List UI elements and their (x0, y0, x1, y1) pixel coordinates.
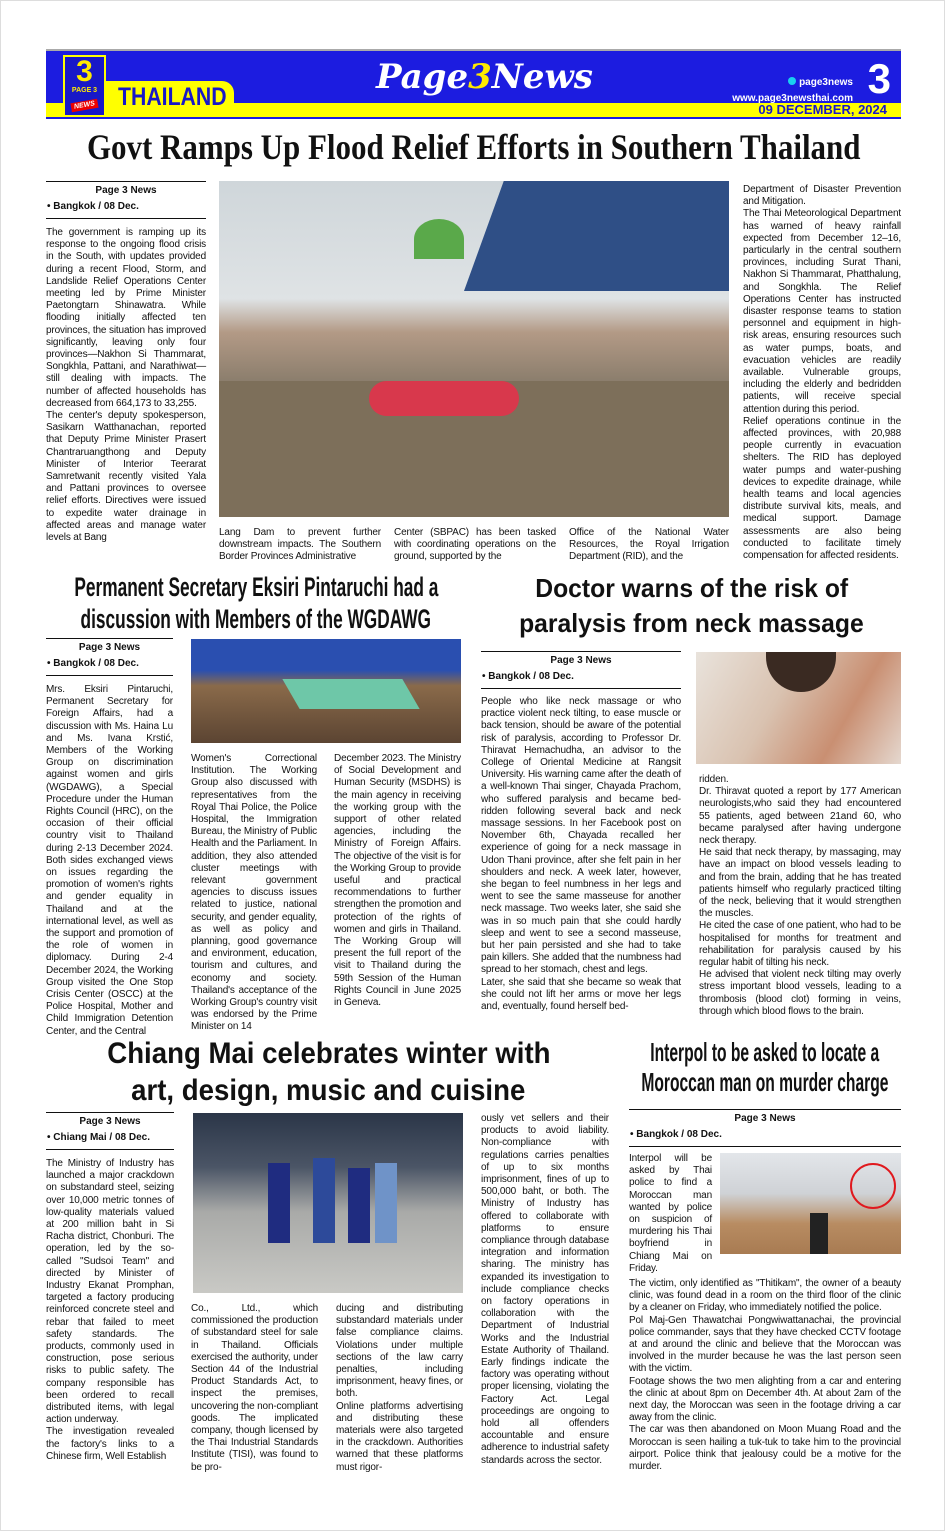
suspect-highlight-circle (850, 1163, 896, 1209)
social-handle: page3news (799, 77, 853, 88)
article-column (481, 696, 681, 1036)
paragraph: Department of Disaster Prevention and Mitigation. (743, 184, 901, 208)
article-column (743, 184, 901, 566)
headline-row (626, 1037, 904, 1067)
paragraph: Relief operations continue in the affected provinces, with 20,988 people currently in evacuation shelters. The RID has deployed water pumps and water-pushing devices to expedite drainage, while health teams and local agencies distribute survival kits, meals, and medical support. Damage assessments are also being conducted to facilitate timely compensation for affected residents. (743, 415, 901, 562)
article-column (629, 1278, 901, 1478)
rescue-boat (369, 381, 519, 416)
byline-dateline: • Bangkok / 08 Dec. (47, 658, 139, 669)
article-column (336, 1303, 463, 1483)
meeting-photo (191, 639, 461, 743)
headline-row (46, 603, 466, 635)
conference-table (282, 679, 419, 709)
paragraph: The Ministry of Industry has launched a major crackdown on substandard steel, seizing over 10,000 metric tonnes of low-quality materials valued at 200 million baht in Si Racha district, Chonburi. The operation, led by the so-called "Sudsoi Team" and directed by Minister of Industry Ekanat Promphan, targeted a factory producing reinforced concrete steel and rebar that failed to meet safety standards. The products, commonly used in construction, pose serious risks to public safety. The company responsible has been ordered to recall distributed items, with legal action underway. (46, 1158, 174, 1426)
article-column: Mrs. Eksiri Pintaruchi, Permanent Secretary for Foreign Affairs, had a discussion with Ms. Haina Lu and Ms. Ivana Krstić, Members of the Working Group on discrimination against women and girls (WGDAWG), a Special Procedure under the Human Rights Council (HRC), on the occasion of their official country visit to Thailand during 2-13 December 2024. Both sides exchanged views on issues regarding the promotion of women's rights and gender equality in Thailand and at the international level, as well as the support and promotion of the role of women in diplomacy. During 2-4 December 2024, the Working Group visited the One Stop Crisis Center (OSCC) at the Police Hospital, Mother and Child Immigration Detention Center, and the Central (46, 684, 173, 1037)
article-column: Co., Ltd., which commissioned the production of substandard steel for sale in Thailand. Officials exercised the authority, under Section 44 of the Industrial Product Standards Act, to inspect the premises, uncovering the non-compliant goods. The implicated company, though licensed by the Thai Industrial Standards Institute (TISI), was found to be pro- (191, 1303, 318, 1473)
article-column: Women's Correctional Institution. The Working Group also discussed with representatives from the Royal Thai Police, the Police Hospital, the Immigration Bureau, the Ministry of Public Health and the Parliament. In addition, they also attended cluster meetings with relevant government agencies to discuss issues related to justice, national security, and gender equality, as well as policy and planning, good governance and environment, education, tourism and cultures, and economy and society. Thailand's acceptance of the Working Group's country visit was endorsed by the Prime Minister on 14 (191, 753, 317, 1033)
headline-line: Doctor warns of the risk of (535, 573, 848, 603)
page-number: 3 (867, 55, 891, 102)
masthead-banner (46, 49, 901, 119)
byline (46, 181, 206, 219)
byline-source: Page 3 News (78, 642, 141, 653)
byline-dateline: • Bangkok / 08 Dec. (630, 1129, 722, 1140)
mosque-dome (414, 219, 464, 259)
article-column (46, 1158, 174, 1484)
byline (629, 1109, 901, 1147)
byline-source: Page 3 News (95, 185, 157, 196)
article-column (46, 227, 206, 563)
headline-row (479, 606, 904, 641)
logo-number: 3 (76, 55, 93, 88)
paragraph: Footage shows the two men alighting from a car and entering the clinic at about 8pm on December 4th. At about 2am of the next day, the Moroccan was seen in the footage driving a car away from the clinic. (629, 1375, 901, 1424)
headline-line: Interpol to be asked to locate a (650, 1037, 880, 1067)
article-headline (479, 571, 904, 643)
lead-headline-wrap (46, 125, 901, 169)
paragraph: The investigation revealed the factory's links to a Chinese firm, Well Establish (46, 1426, 174, 1462)
lead-headline: Govt Ramps Up Flood Relief Efforts in Southern Thailand (86, 127, 861, 167)
region-label: THAILAND (118, 83, 227, 111)
article-column: Lang Dam to prevent further downstream impacts. The Southern Border Provinces Administrative (219, 527, 381, 563)
paragraph: Later, she said that she became so weak that she could not lift her arms or move her legs and, eventually, found herself bed- (481, 976, 681, 1013)
paragraph: Dr. Thiravat quoted a report by 177 American neurologists,who said they had encountered 55 patients, aged between 21and 60, who became paralysed after having undergone neck therapy. (699, 786, 901, 847)
headline-line: discussion with Members of the WGDAWG (80, 604, 432, 634)
issue-date: 09 DECEMBER, 2024 (758, 102, 887, 117)
masthead-part: News (491, 57, 593, 97)
paragraph: He advised that violent neck tilting may overly stress important blood vessels, leading to a thrombosis (blood clot) forming in veins, through which blood flows to the brain. (699, 969, 901, 1017)
paragraph: The victim, only identified as "Thitikam", the owner of a beauty clinic, was found dead in a room on the third floor of the clinic by a cleaner on Friday, who immediately notified the police. (629, 1278, 901, 1314)
paragraph: The center's deputy spokesperson, Sasikarn Watthanachan, reported that Deputy Prime Minister Prasert Chantraruangthong and Deputy Minister of Interior Teerarat Samretwanit recently visited Yala and Pattani provinces to oversee relief efforts. Directives were issued to expedite water drainage in affected areas and manage water levels at Bang (46, 410, 206, 544)
headline-row (626, 1067, 904, 1097)
paragraph: ridden. (699, 774, 729, 785)
paragraph: Online platforms advertising and distributing these materials were also targeted in the crackdown. Authorities warned that these platforms must rigor- (336, 1400, 463, 1473)
byline (481, 651, 681, 689)
website-link[interactable]: www.page3newsthai.com (732, 93, 853, 104)
paragraph: People who like neck massage or who practice violent neck tilting, to ease muscle or back tension, should be aware of the potential risk of paralysis, according to Professor Dr. Thiravat Hemachudha, an advisor to the College of Oriental Medicine at Rangsit University. His warning came after the death of a well-known Thai singer, Chayada Prachom, who suffered paralysis and became bed-ridden following several back and neck massage sessions. In her Facebook post on November 6th, Chayada recalled her experience of going for a neck massage in Udon Thani province, after she felt pain in her shoulders and neck. A week later, however, she began to feel numbness in her legs and went to see the same masseuse for another neck massage. Two weeks later, she said she was in so much pain that she could hardly sleep and went to see a second masseuse, but her pain persisted and she had to take pain killers. She added that the numbness had spread to her stomach, chest and legs. (481, 696, 681, 976)
byline-source: Page 3 News (79, 1116, 141, 1127)
paragraph: Pol Maj-Gen Thawatchai Pongwiwattanachai, the provincial police commander, says that they have checked CCTV footage at and around the clinic and believe that the Moroccan was involved in the murder because he was the last person seen with the victim. (629, 1314, 901, 1375)
hair (766, 652, 836, 692)
masthead-title (376, 57, 593, 97)
person (375, 1163, 397, 1243)
social-icon (788, 77, 796, 85)
masthead-part: Page (376, 57, 469, 97)
headline-line: Chiang Mai celebrates winter with (106, 1037, 551, 1070)
byline-source: Page 3 News (734, 1113, 796, 1124)
headline-row (46, 1072, 611, 1109)
byline-dateline: • Bangkok / 08 Dec. (482, 671, 574, 682)
article-column: Office of the National Water Resources, the Royal Irrigation Department (RID), and the (569, 527, 729, 563)
headline-line: art, design, music and cuisine (131, 1074, 526, 1107)
headline-line: paralysis from neck massage (519, 608, 864, 638)
logo-small-text: PAGE 3 (71, 87, 98, 94)
headline-line: Moroccan man on murder charge (641, 1067, 889, 1097)
article-column: Center (SBPAC) has been tasked with coordinating operations on the ground, supported by the (394, 527, 556, 563)
person (810, 1213, 828, 1254)
paragraph: He said that neck therapy, by massaging, may have an impact on blood vessels leading to and from the brain, adding that he has treated patients himself who regularly practiced tilting of the neck, believing that it would strengthen the muscles. (699, 847, 901, 920)
neck-massage-photo (696, 652, 901, 764)
headline-row (479, 571, 904, 606)
article-headline (46, 571, 466, 637)
article-headline (46, 1035, 611, 1109)
article-column: ously vet sellers and their products to avoid liability. Non-compliance with regulations carries penalties of up to six months imprisonment, fines of up to 500,000 baht, or both. The Ministry of Industry has offered to collaborate with platforms to ensure compliance through database integration and information sharing. The ministry has expanded its investigation to include compliance checks on factory operations in collaboration with the Department of Industrial Works and the Industrial Estate Authority of Thailand. Early findings indicate the factory was operating without proper licensing, violating the Factory Act. Legal proceedings are ongoing to hold all offenders accountable and ensure adherence to industrial safety standards across the sector. (481, 1113, 609, 1466)
article-column: December 2023. The Ministry of Social Development and Human Security (MSDHS) is the main agency in receiving the working group with the support of other related agencies, including the Ministry of Foreign Affairs. The objective of the visit is for the Working Group to provide useful and practical recommendations to further strengthen the promotion and protection of the rights of women and girls in Thailand. The Working Group will present the full report of the visit to Thailand during the 59th Session of the Human Rights Council in June 2025 in Geneva. (334, 753, 461, 1009)
person (268, 1163, 290, 1243)
person (348, 1168, 370, 1243)
article-column (699, 774, 901, 1036)
byline (46, 1112, 174, 1150)
paragraph: ducing and distributing substandard materials under false compliance claims. Violations under multiple sections of the law carry penalties, including imprisonment, heavy fines, or both. (336, 1303, 463, 1400)
masthead-three: 3 (468, 57, 492, 97)
flood-photo (219, 181, 729, 517)
article-column: Interpol will be asked by Thai police to find a Moroccan man wanted by police on suspicion of murdering his Thai boyfriend in Chiang Mai on Friday. (629, 1153, 712, 1274)
byline-dateline: • Chiang Mai / 08 Dec. (47, 1132, 150, 1143)
logo-news-badge: NEWS (70, 99, 98, 113)
headline-row (46, 1035, 611, 1072)
byline-source: Page 3 News (550, 655, 612, 666)
paragraph: The government is ramping up its response to the ongoing flood crisis in the South, with updates provided during a recent Flood, Storm, and Landslide Relief Operations Center meeting led by Prime Minister Paetongtarn Shinawatra. While flooding initially affected ten provinces, the situation has improved significantly, leaving only four provinces—Nakhon Si Thammarat, Songkhla, Pattani, and Narathiwat—still dealing with impacts. The number of affected households has decreased from 664,173 to 33,255. (46, 227, 206, 409)
steel-factory-photo (193, 1113, 463, 1293)
tent-canopy (464, 181, 729, 291)
byline-dateline: • Bangkok / 08 Dec. (47, 201, 139, 212)
byline (46, 638, 173, 676)
person (313, 1158, 335, 1243)
cctv-airport-photo (720, 1153, 901, 1254)
page3-logo (63, 55, 106, 117)
paragraph: He cited the case of one patient, who had to be hospitalised for months for treatment and rehabilitation for paralysis caused by his regular habit of tilting his neck. (699, 920, 901, 969)
headline-row (46, 571, 466, 603)
paragraph: The Thai Meteorological Department has warned of heavy rainfall expected from December 12–16, particularly in the central southern provinces, including Surat Thani, Nakhon Si Thammarat, Phatthalung, and Songkhla. The Relief Operations Center has instructed disaster response teams to station personnel and equipment in high-risk areas, ensuring resources such as water pumps, boats, and evacuation vehicles are readily available. Vulnerable groups, including the elderly and bedridden patients, will receive special attention during this period. (743, 208, 901, 415)
article-headline (626, 1037, 904, 1099)
headline-line: Permanent Secretary Eksiri Pintaruchi had a (74, 572, 438, 602)
paragraph: The car was then abandoned on Moon Muang Road and the Moroccan is seen hailing a tuk-tuk to take him to the provincial airport. Police think that jealousy could be a motive for the murder. (629, 1424, 901, 1473)
